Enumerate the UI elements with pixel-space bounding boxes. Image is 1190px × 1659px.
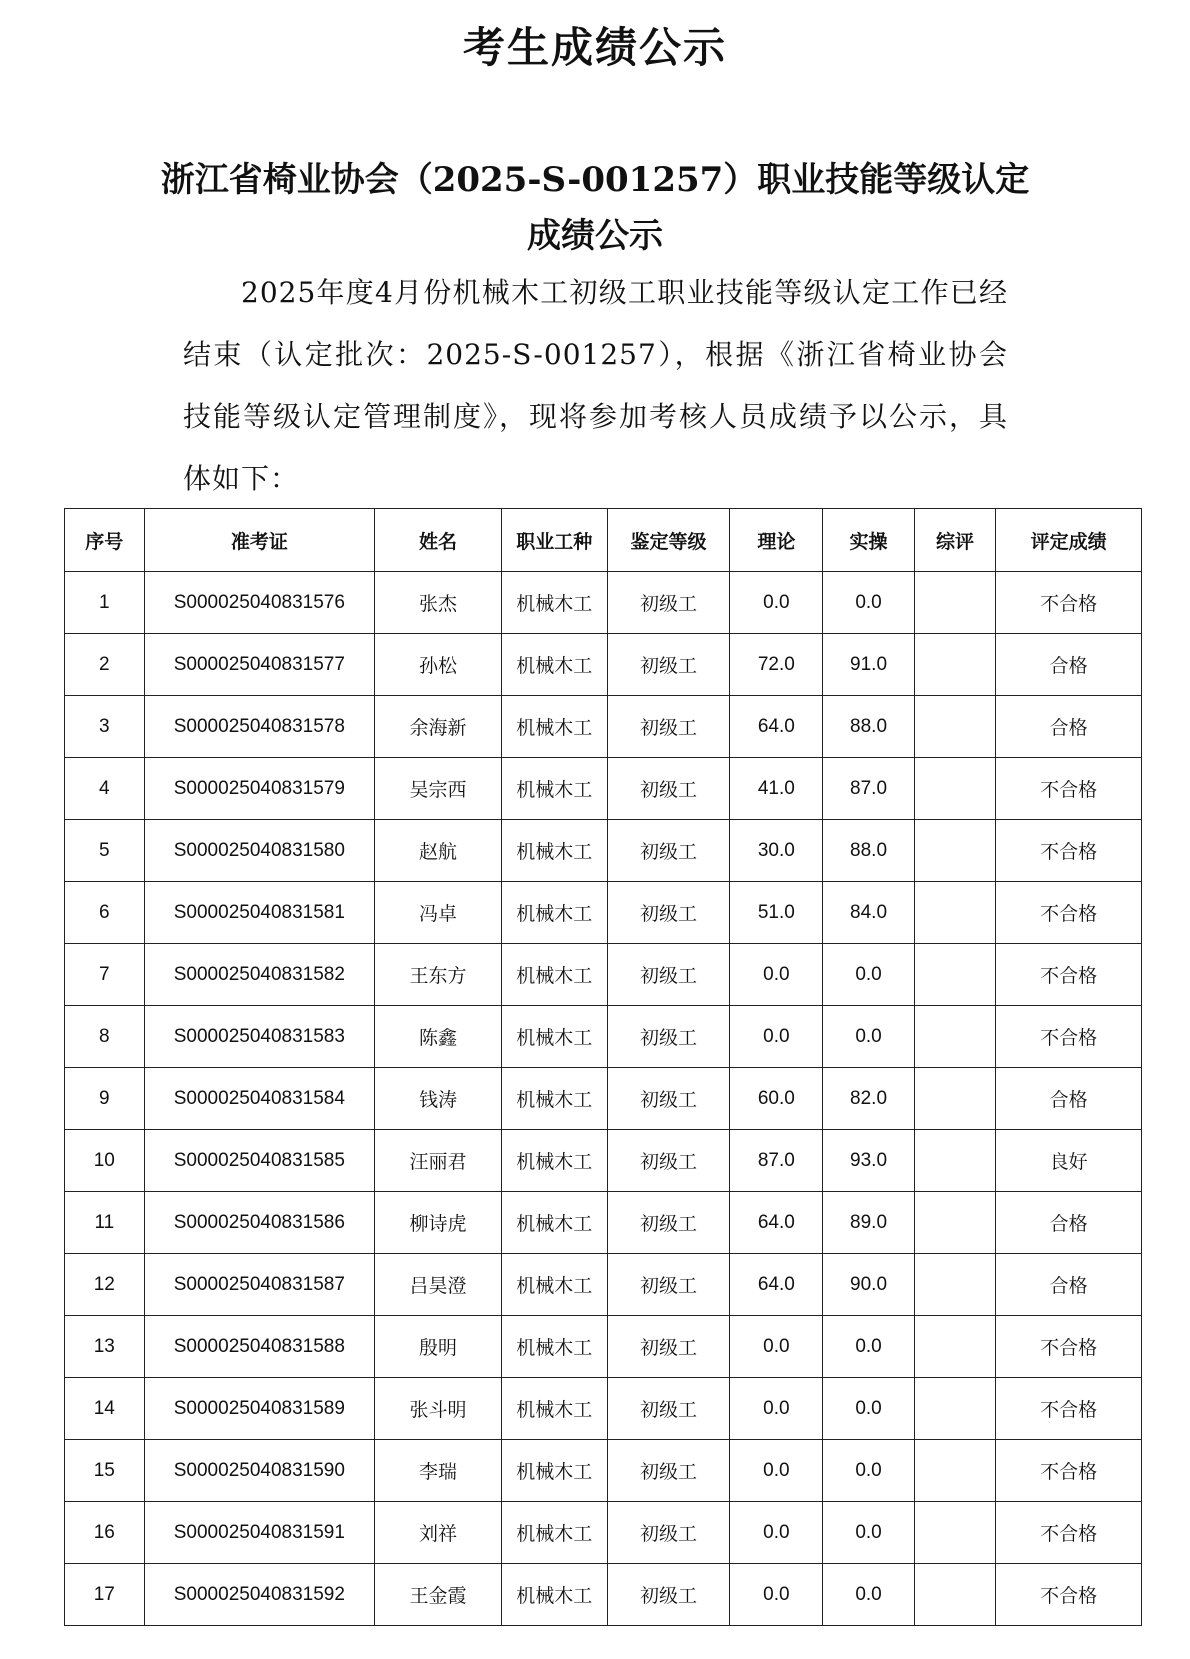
cell-name: 吕昊澄 [375,1254,502,1316]
cell-occupation: 机械木工 [501,634,607,696]
cell-result: 不合格 [996,882,1142,944]
cell-index: 4 [65,758,145,820]
cell-practical-score: 0.0 [823,572,914,634]
cell-comprehensive [914,1192,996,1254]
table-row [65,1440,1142,1502]
cell-name: 孙松 [375,634,502,696]
cell-ticket-number: S000025040831582 [144,944,374,1006]
cell-index: 13 [65,1316,145,1378]
cell-ticket-number: S000025040831590 [144,1440,374,1502]
announcement-title-line-1: 浙江省椅业协会（2025-S-001257）职业技能等级认定 [160,160,1030,200]
cell-theory-score: 0.0 [730,572,823,634]
cell-practical-score: 91.0 [823,634,914,696]
cell-comprehensive [914,1316,996,1378]
header-occupation: 职业工种 [501,509,607,572]
cell-name: 王东方 [375,944,502,1006]
table-row [65,696,1142,758]
cell-level: 初级工 [607,696,730,758]
cell-level: 初级工 [607,820,730,882]
cell-name: 余海新 [375,696,502,758]
cell-theory-score: 41.0 [730,758,823,820]
cell-ticket-number: S000025040831586 [144,1192,374,1254]
cell-comprehensive [914,1254,996,1316]
cell-theory-score: 64.0 [730,696,823,758]
results-table [64,508,1142,1626]
cell-name: 钱涛 [375,1068,502,1130]
cell-result: 不合格 [996,820,1142,882]
cell-theory-score: 0.0 [730,1006,823,1068]
cell-theory-score: 0.0 [730,944,823,1006]
cell-index: 17 [65,1564,145,1626]
header-theory-score: 理论 [730,509,823,572]
table-row [65,1502,1142,1564]
cell-occupation: 机械木工 [501,882,607,944]
cell-result: 合格 [996,634,1142,696]
cell-result: 不合格 [996,758,1142,820]
cell-theory-score: 0.0 [730,1378,823,1440]
cell-theory-score: 51.0 [730,882,823,944]
cell-theory-score: 72.0 [730,634,823,696]
header-name: 姓名 [375,509,502,572]
cell-index: 15 [65,1440,145,1502]
cell-result: 不合格 [996,944,1142,1006]
cell-occupation: 机械木工 [501,1440,607,1502]
cell-level: 初级工 [607,1192,730,1254]
table-row [65,944,1142,1006]
header-index: 序号 [65,509,145,572]
announcement-title [150,152,1040,264]
cell-comprehensive [914,634,996,696]
cell-result: 不合格 [996,1378,1142,1440]
cell-result: 不合格 [996,1564,1142,1626]
cell-result: 良好 [996,1130,1142,1192]
cell-level: 初级工 [607,1440,730,1502]
cell-ticket-number: S000025040831576 [144,572,374,634]
cell-ticket-number: S000025040831580 [144,820,374,882]
cell-occupation: 机械木工 [501,572,607,634]
cell-theory-score: 0.0 [730,1502,823,1564]
cell-occupation: 机械木工 [501,1502,607,1564]
cell-index: 12 [65,1254,145,1316]
cell-level: 初级工 [607,944,730,1006]
cell-occupation: 机械木工 [501,758,607,820]
cell-theory-score: 0.0 [730,1440,823,1502]
announcement-title-line-2: 成绩公示 [527,216,663,256]
cell-level: 初级工 [607,1502,730,1564]
cell-level: 初级工 [607,1564,730,1626]
cell-ticket-number: S000025040831587 [144,1254,374,1316]
cell-comprehensive [914,1006,996,1068]
cell-name: 赵航 [375,820,502,882]
table-row [65,758,1142,820]
cell-practical-score: 88.0 [823,696,914,758]
cell-ticket-number: S000025040831579 [144,758,374,820]
table-row [65,572,1142,634]
header-ticket-number: 准考证 [144,509,374,572]
results-table-container [64,508,1142,1626]
cell-level: 初级工 [607,882,730,944]
table-row [65,1316,1142,1378]
cell-comprehensive [914,820,996,882]
table-row [65,1130,1142,1192]
cell-comprehensive [914,1564,996,1626]
cell-result: 合格 [996,1254,1142,1316]
cell-practical-score: 87.0 [823,758,914,820]
cell-index: 5 [65,820,145,882]
cell-index: 3 [65,696,145,758]
cell-ticket-number: S000025040831577 [144,634,374,696]
cell-name: 殷明 [375,1316,502,1378]
cell-theory-score: 0.0 [730,1316,823,1378]
header-practical-score: 实操 [823,509,914,572]
cell-ticket-number: S000025040831578 [144,696,374,758]
cell-name: 吴宗西 [375,758,502,820]
cell-occupation: 机械木工 [501,1254,607,1316]
cell-occupation: 机械木工 [501,1130,607,1192]
cell-result: 不合格 [996,1006,1142,1068]
table-row [65,634,1142,696]
cell-ticket-number: S000025040831584 [144,1068,374,1130]
cell-index: 16 [65,1502,145,1564]
table-row [65,1006,1142,1068]
cell-practical-score: 82.0 [823,1068,914,1130]
table-row [65,1068,1142,1130]
cell-theory-score: 0.0 [730,1564,823,1626]
cell-occupation: 机械木工 [501,1006,607,1068]
cell-comprehensive [914,1068,996,1130]
table-row [65,1192,1142,1254]
cell-index: 7 [65,944,145,1006]
cell-ticket-number: S000025040831585 [144,1130,374,1192]
cell-comprehensive [914,758,996,820]
cell-practical-score: 0.0 [823,1440,914,1502]
cell-comprehensive [914,1502,996,1564]
table-row [65,1254,1142,1316]
cell-result: 合格 [996,696,1142,758]
cell-practical-score: 0.0 [823,1564,914,1626]
header-level: 鉴定等级 [607,509,730,572]
cell-practical-score: 84.0 [823,882,914,944]
cell-name: 汪丽君 [375,1130,502,1192]
cell-name: 冯卓 [375,882,502,944]
cell-theory-score: 64.0 [730,1192,823,1254]
cell-ticket-number: S000025040831588 [144,1316,374,1378]
table-row [65,1378,1142,1440]
cell-practical-score: 0.0 [823,1316,914,1378]
cell-theory-score: 87.0 [730,1130,823,1192]
cell-occupation: 机械木工 [501,696,607,758]
cell-index: 14 [65,1378,145,1440]
cell-practical-score: 0.0 [823,1378,914,1440]
cell-name: 张杰 [375,572,502,634]
cell-level: 初级工 [607,1378,730,1440]
cell-name: 刘祥 [375,1502,502,1564]
cell-occupation: 机械木工 [501,1068,607,1130]
cell-occupation: 机械木工 [501,820,607,882]
cell-theory-score: 64.0 [730,1254,823,1316]
cell-result: 不合格 [996,572,1142,634]
cell-level: 初级工 [607,1254,730,1316]
cell-name: 陈鑫 [375,1006,502,1068]
cell-level: 初级工 [607,1006,730,1068]
cell-result: 不合格 [996,1502,1142,1564]
table-row [65,820,1142,882]
cell-theory-score: 60.0 [730,1068,823,1130]
cell-level: 初级工 [607,1130,730,1192]
cell-ticket-number: S000025040831581 [144,882,374,944]
cell-comprehensive [914,696,996,758]
cell-practical-score: 0.0 [823,1502,914,1564]
header-comprehensive: 综评 [914,509,996,572]
cell-level: 初级工 [607,572,730,634]
cell-index: 11 [65,1192,145,1254]
cell-index: 6 [65,882,145,944]
cell-index: 2 [65,634,145,696]
cell-ticket-number: S000025040831583 [144,1006,374,1068]
results-table-body [65,572,1142,1626]
cell-level: 初级工 [607,1068,730,1130]
cell-result: 合格 [996,1192,1142,1254]
cell-index: 8 [65,1006,145,1068]
cell-result: 合格 [996,1068,1142,1130]
cell-practical-score: 89.0 [823,1192,914,1254]
cell-level: 初级工 [607,758,730,820]
cell-index: 9 [65,1068,145,1130]
cell-practical-score: 90.0 [823,1254,914,1316]
cell-comprehensive [914,882,996,944]
cell-name: 张斗明 [375,1378,502,1440]
cell-occupation: 机械木工 [501,944,607,1006]
cell-comprehensive [914,1378,996,1440]
cell-practical-score: 93.0 [823,1130,914,1192]
cell-index: 10 [65,1130,145,1192]
cell-comprehensive [914,1440,996,1502]
cell-practical-score: 0.0 [823,1006,914,1068]
cell-ticket-number: S000025040831592 [144,1564,374,1626]
cell-comprehensive [914,572,996,634]
page-title: 考生成绩公示 [462,23,727,72]
cell-level: 初级工 [607,1316,730,1378]
cell-theory-score: 30.0 [730,820,823,882]
cell-ticket-number: S000025040831589 [144,1378,374,1440]
table-row [65,1564,1142,1626]
intro-paragraph: 2025年度4月份机械木工初级工职业技能等级认定工作已经结束（认定批次：2025-S-001257），根据《浙江省椅业协会技能等级认定管理制度》，现将参加考核人员成绩予以公示，具体如下： [183,276,1008,495]
cell-comprehensive [914,1130,996,1192]
cell-level: 初级工 [607,634,730,696]
header-result: 评定成绩 [996,509,1142,572]
cell-result: 不合格 [996,1440,1142,1502]
cell-practical-score: 88.0 [823,820,914,882]
cell-occupation: 机械木工 [501,1378,607,1440]
cell-name: 柳诗虎 [375,1192,502,1254]
cell-name: 王金霞 [375,1564,502,1626]
cell-ticket-number: S000025040831591 [144,1502,374,1564]
cell-occupation: 机械木工 [501,1316,607,1378]
cell-comprehensive [914,944,996,1006]
cell-name: 李瑞 [375,1440,502,1502]
table-row [65,882,1142,944]
cell-occupation: 机械木工 [501,1192,607,1254]
cell-result: 不合格 [996,1316,1142,1378]
cell-practical-score: 0.0 [823,944,914,1006]
cell-occupation: 机械木工 [501,1564,607,1626]
cell-index: 1 [65,572,145,634]
table-header-row [65,509,1142,572]
